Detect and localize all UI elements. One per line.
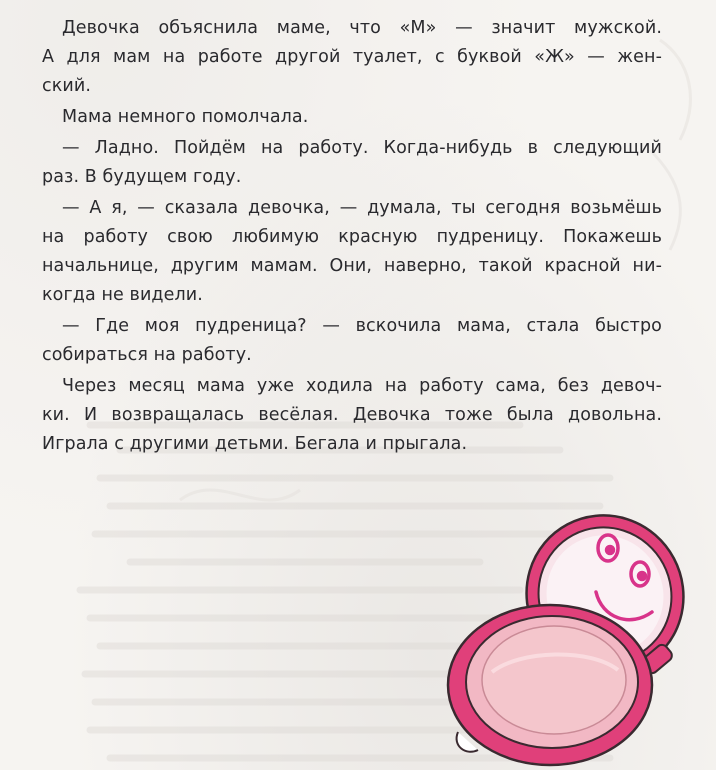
paragraph-1 xyxy=(42,14,662,101)
text-line: на работу свою любимую красную пудреницу. Покажешь xyxy=(42,227,662,247)
text-line: когда не видели. xyxy=(42,285,203,305)
compact-base xyxy=(448,605,652,765)
paragraph-3 xyxy=(42,134,662,192)
text-line: Мама немного помолчала. xyxy=(62,107,309,127)
paragraph-6 xyxy=(42,372,662,459)
paragraph-2 xyxy=(52,103,662,132)
text-line: Через месяц мама уже ходила на работу сама, без девоч- xyxy=(62,376,662,396)
compact-illustration xyxy=(430,500,700,770)
text-line: собираться на работу. xyxy=(42,345,252,365)
story-text xyxy=(42,14,662,459)
paragraph-5 xyxy=(42,312,662,370)
text-line: ки. И возвращалась весёлая. Девочка тоже была довольна. xyxy=(42,405,662,425)
text-line: Девочка объяснила маме, что «М» — значит мужской. xyxy=(62,18,662,38)
text-line: Играла с другими детьми. Бегала и прыгала. xyxy=(42,434,468,454)
powder-puff xyxy=(482,626,626,734)
text-line: раз. В будущем году. xyxy=(42,167,242,187)
text-line: ский. xyxy=(42,76,92,96)
paragraph-4 xyxy=(42,194,662,310)
text-line: начальнице, другим мамам. Они, наверно, такой красной ни- xyxy=(42,256,662,276)
text-line: — Ладно. Пойдём на работу. Когда-нибудь в следующий xyxy=(62,138,662,158)
text-line: А для мам на работе другой туалет, с буквой «Ж» — жен- xyxy=(42,47,662,67)
text-line: — А я, — сказала девочка, — думала, ты сегодня возьмёшь xyxy=(62,198,662,218)
text-line: — Где моя пудреница? — вскочила мама, стала быстро xyxy=(62,316,662,336)
